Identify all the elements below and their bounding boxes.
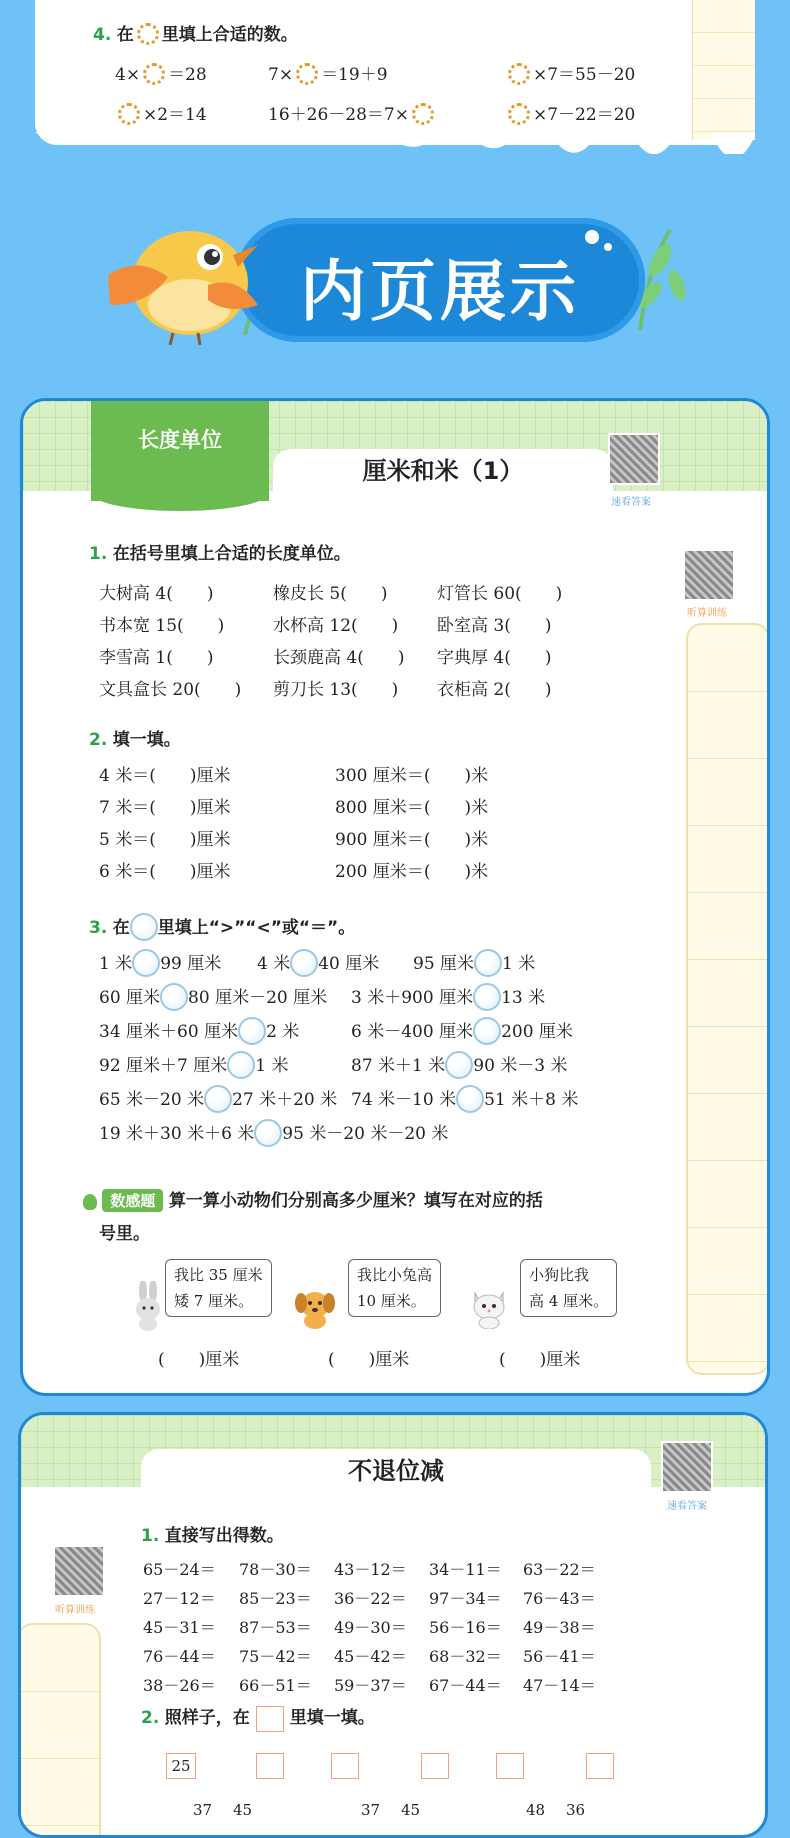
bubble-line: 小狗比我 [529, 1266, 590, 1284]
subtraction-item: 45－42＝ [334, 1647, 407, 1666]
worksheet-card-subtraction [18, 1412, 768, 1838]
subtraction-item: 68－32＝ [429, 1647, 502, 1666]
equation [268, 60, 388, 87]
square-blank-icon [586, 1753, 614, 1779]
compare-left: 95 厘米 [413, 954, 475, 974]
compare-item [413, 949, 535, 979]
subtraction-item: 65－24＝ [143, 1560, 216, 1579]
compare-left: 92 厘米＋7 厘米 [99, 1056, 228, 1076]
compare-blank-icon [254, 1119, 282, 1147]
question-1-header [141, 1521, 284, 1546]
partial-number: 37 [361, 1801, 381, 1819]
compare-item [351, 1085, 578, 1115]
fill-unit-item: 长颈鹿高 4( ) [273, 648, 405, 668]
equation-left: 4× [115, 65, 141, 85]
bubble-line: 我比小兔高 [357, 1266, 433, 1284]
equation [115, 100, 207, 127]
compare-right: 13 米 [501, 988, 546, 1008]
bubble-line: 我比 35 厘米 [174, 1266, 263, 1284]
compare-left: 87 米＋1 米 [351, 1056, 446, 1076]
subtraction-item: 45－31＝ [143, 1618, 216, 1637]
sun-blank-icon [296, 63, 318, 85]
equation-left: 7× [268, 65, 294, 85]
tip-text-line2: 号里。 [99, 1224, 150, 1244]
compare-left: 19 米＋30 米＋6 米 [99, 1124, 255, 1144]
qr-caption: 速看答案 [667, 1501, 707, 1512]
subtraction-item: 59－37＝ [334, 1676, 407, 1695]
compare-right: 90 米－3 米 [473, 1056, 568, 1076]
compare-left: 6 米－400 厘米 [351, 1022, 474, 1042]
conversion-item: 6 米＝( )厘米 [99, 862, 231, 882]
question-number: 1. [141, 1526, 160, 1546]
question-2-header [89, 725, 181, 750]
question-number: 3. [89, 918, 108, 938]
lightbulb-icon [83, 1194, 97, 1210]
compare-left: 60 厘米 [99, 988, 161, 1008]
subtraction-item: 66－51＝ [239, 1676, 312, 1695]
speech-bubble [520, 1259, 617, 1317]
question-title-suffix: 里填上合适的数。 [161, 25, 298, 45]
partial-number: 45 [233, 1801, 253, 1819]
equation-right: ×7＝55－20 [533, 65, 636, 85]
subtraction-item: 87－53＝ [239, 1618, 312, 1637]
square-blank-icon [256, 1706, 284, 1732]
compare-left: 3 米＋900 厘米 [351, 988, 474, 1008]
subtraction-item: 97－34＝ [429, 1589, 502, 1608]
compare-item [99, 1119, 448, 1149]
compare-item [99, 983, 327, 1013]
compare-right: 1 米 [502, 954, 536, 974]
question-title-prefix: 在 [116, 25, 134, 45]
question-4-title [93, 20, 298, 47]
subtraction-item: 56－16＝ [429, 1618, 502, 1637]
compare-right: 27 米＋20 米 [232, 1090, 338, 1110]
tip-text: 算一算小动物们分别高多少厘米？填写在对应的括 [168, 1191, 543, 1211]
qr-caption: 听算训练 [687, 608, 727, 619]
dog-icon [293, 1283, 337, 1329]
qr-code-answers[interactable] [661, 1441, 713, 1493]
number-sense-header [83, 1186, 543, 1212]
qr-code-listening[interactable] [53, 1545, 105, 1597]
sun-blank-icon [137, 23, 159, 45]
subtraction-item: 76－43＝ [523, 1589, 596, 1608]
compare-left: 1 米 [99, 954, 133, 974]
tip-badge: 数感题 [102, 1189, 163, 1212]
notes-column [18, 1623, 101, 1838]
partial-number: 37 [193, 1801, 213, 1819]
square-blank-icon [421, 1753, 449, 1779]
bubble-line: 矮 7 厘米。 [174, 1292, 254, 1310]
sun-blank-icon [118, 103, 140, 125]
example-area [166, 1753, 196, 1779]
compare-blank-icon [473, 983, 501, 1011]
compare-blank-icon [204, 1085, 232, 1113]
subtraction-item: 38－26＝ [143, 1676, 216, 1695]
compare-left: 34 厘米＋60 厘米 [99, 1022, 239, 1042]
compare-item [351, 1017, 573, 1047]
equation-right: ＝28 [168, 65, 207, 85]
equation [505, 100, 635, 127]
square-blank-icon [331, 1753, 359, 1779]
compare-blank-icon [160, 983, 188, 1011]
compare-blank-icon [132, 949, 160, 977]
notes-column [686, 623, 770, 1375]
compare-right: 2 米 [266, 1022, 300, 1042]
compare-right: 95 米－20 米－20 米 [282, 1124, 449, 1144]
answer-blank: ( )厘米 [328, 1350, 410, 1370]
subtraction-item: 49－30＝ [334, 1618, 407, 1637]
sun-blank-icon [508, 63, 530, 85]
notes-column [692, 0, 755, 140]
question-title-prefix: 在 [112, 918, 130, 938]
subtraction-item: 63－22＝ [523, 1560, 596, 1579]
qr-caption: 听算训练 [55, 1605, 95, 1616]
banner-title: 内页展示 [300, 253, 580, 330]
subtraction-item: 85－23＝ [239, 1589, 312, 1608]
question-1-header [89, 539, 351, 564]
question-number: 4. [93, 25, 112, 45]
compare-right: 51 米＋8 米 [484, 1090, 579, 1110]
square-blank-icon [256, 1753, 284, 1779]
question-title: 直接写出得数。 [164, 1526, 284, 1546]
compare-blank-icon [227, 1051, 255, 1079]
compare-left: 65 米－20 米 [99, 1090, 205, 1110]
equation [268, 100, 437, 127]
lesson-title: 不退位减 [141, 1449, 651, 1493]
question-title-prefix: 照样子，在 [164, 1708, 250, 1728]
equation-right: ×7－22＝20 [533, 105, 636, 125]
worksheet-card-length-units [20, 398, 770, 1396]
section-tab: 长度单位 [91, 401, 269, 501]
compare-right: 99 厘米 [160, 954, 222, 974]
fill-unit-item: 文具盒长 20( ) [99, 680, 242, 700]
equation [115, 60, 207, 87]
equation-left: 16＋26－28＝7× [268, 105, 409, 125]
equation-right: ＝19＋9 [321, 65, 388, 85]
compare-item [99, 1051, 289, 1081]
answer-blank: ( )厘米 [499, 1350, 581, 1370]
partial-number: 48 [526, 1801, 546, 1819]
compare-blank-icon [130, 913, 158, 941]
compare-right: 40 厘米 [318, 954, 380, 974]
question-title: 填一填。 [112, 730, 181, 750]
lesson-title: 厘米和米（1） [273, 449, 613, 493]
compare-blank-icon [445, 1051, 473, 1079]
compare-item [351, 1051, 568, 1081]
bird-icon [98, 205, 268, 345]
compare-left: 4 米 [257, 954, 291, 974]
worksheet-preview-top [35, 0, 755, 145]
subtraction-item: 75－42＝ [239, 1647, 312, 1666]
fill-unit-item: 字典厚 4( ) [437, 648, 552, 668]
subtraction-item: 27－12＝ [143, 1589, 216, 1608]
qr-caption: 速看答案 [611, 497, 651, 508]
cat-icon [467, 1285, 511, 1329]
question-title-suffix: 里填上“>”“<”或“＝”。 [157, 918, 356, 938]
qr-code-listening[interactable] [683, 549, 735, 601]
fill-unit-item: 水杯高 12( ) [273, 616, 399, 636]
compare-left: 74 米－10 米 [351, 1090, 457, 1110]
conversion-item: 5 米＝( )厘米 [99, 830, 231, 850]
fill-unit-item: 剪刀长 13( ) [273, 680, 399, 700]
subtraction-item: 36－22＝ [334, 1589, 407, 1608]
conversion-item: 800 厘米＝( )米 [335, 798, 489, 818]
question-number: 1. [89, 544, 108, 564]
subtraction-item: 56－41＝ [523, 1647, 596, 1666]
conversion-item: 4 米＝( )厘米 [99, 766, 231, 786]
compare-blank-icon [238, 1017, 266, 1045]
compare-item [257, 949, 379, 979]
bubble-line: 10 厘米。 [357, 1292, 426, 1310]
fill-unit-item: 书本宽 15( ) [99, 616, 225, 636]
sun-blank-icon [412, 103, 434, 125]
bubble-line: 高 4 厘米。 [529, 1292, 609, 1310]
compare-item [351, 983, 545, 1013]
square-blank-icon [496, 1753, 524, 1779]
partial-number: 45 [401, 1801, 421, 1819]
speech-bubble [348, 1259, 441, 1317]
question-number: 2. [89, 730, 108, 750]
compare-blank-icon [456, 1085, 484, 1113]
compare-item [99, 1017, 299, 1047]
example-box: 25 [166, 1753, 196, 1779]
wavy-edge [35, 132, 755, 154]
fill-unit-item: 灯管长 60( ) [437, 584, 563, 604]
subtraction-item: 67－44＝ [429, 1676, 502, 1695]
compare-right: 1 米 [255, 1056, 289, 1076]
fill-unit-item: 卧室高 3( ) [437, 616, 552, 636]
compare-item [99, 1085, 337, 1115]
subtraction-item: 34－11＝ [429, 1560, 502, 1579]
question-title: 在括号里填上合适的长度单位。 [112, 544, 351, 564]
tip-text-continued [99, 1219, 150, 1244]
conversion-item: 200 厘米＝( )米 [335, 862, 489, 882]
sun-blank-icon [143, 63, 165, 85]
subtraction-item: 78－30＝ [239, 1560, 312, 1579]
conversion-item: 7 米＝( )厘米 [99, 798, 231, 818]
subtraction-item: 76－44＝ [143, 1647, 216, 1666]
sparkle-icon [580, 225, 620, 255]
subtraction-item: 49－38＝ [523, 1618, 596, 1637]
speech-bubble [165, 1259, 272, 1317]
conversion-item: 300 厘米＝( )米 [335, 766, 489, 786]
equation-right: ×2＝14 [143, 105, 207, 125]
compare-blank-icon [290, 949, 318, 977]
question-title-suffix: 里填一填。 [289, 1708, 375, 1728]
fill-unit-item: 橡皮长 5( ) [273, 584, 388, 604]
subtraction-item: 47－14＝ [523, 1676, 596, 1695]
qr-code-answers[interactable] [608, 433, 660, 485]
fill-unit-item: 李雪高 1( ) [99, 648, 214, 668]
question-2-header [141, 1703, 375, 1732]
question-number: 2. [141, 1708, 160, 1728]
answer-blank: ( )厘米 [158, 1350, 240, 1370]
equation [505, 60, 635, 87]
compare-blank-icon [474, 949, 502, 977]
rabbit-icon [131, 1281, 165, 1331]
compare-item [99, 949, 221, 979]
conversion-item: 900 厘米＝( )米 [335, 830, 489, 850]
fill-unit-item: 衣柜高 2( ) [437, 680, 552, 700]
partial-number: 36 [566, 1801, 586, 1819]
sun-blank-icon [508, 103, 530, 125]
fill-unit-item: 大树高 4( ) [99, 584, 214, 604]
subtraction-item: 43－12＝ [334, 1560, 407, 1579]
question-3-header [89, 913, 355, 943]
compare-right: 200 厘米 [501, 1022, 573, 1042]
compare-right: 80 厘米－20 厘米 [188, 988, 328, 1008]
compare-blank-icon [473, 1017, 501, 1045]
